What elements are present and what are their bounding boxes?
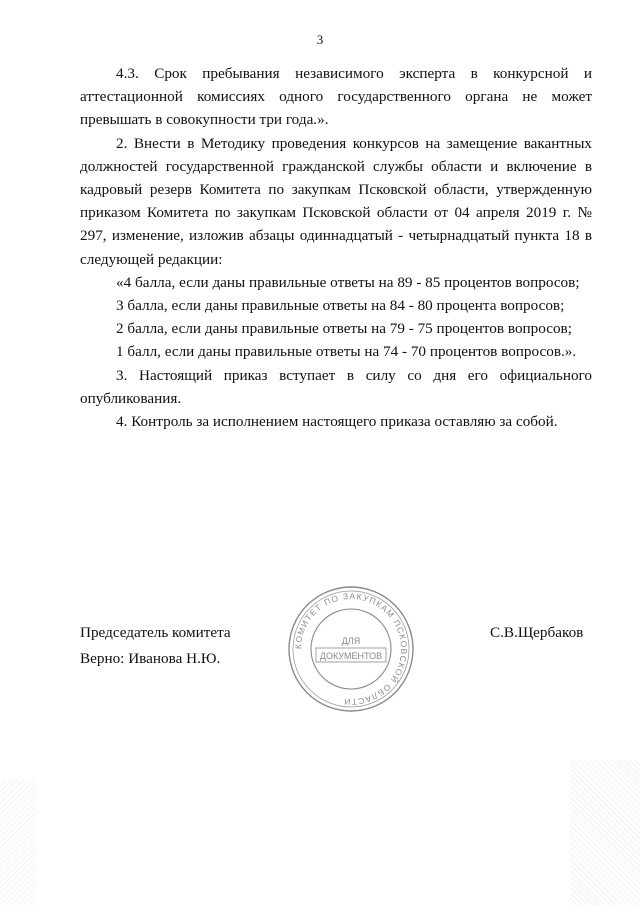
official-stamp bbox=[286, 584, 416, 714]
paragraph-2: 2. Внести в Методику проведения конкурсов на замещение вакантных должностей государственной гражданской службы области и включение в кадровый резерв Комитета по закупкам Псковской области, утвержденную приказом Комитета по закупкам Псковской области от 04 апреля 2019 г. № 297, изменение, изложив абзацы одиннадцатый - четырнадцатый пункта 18 в следующей редакции: bbox=[80, 134, 592, 268]
quote-4-points: «4 балла, если даны правильные ответы на 89 - 85 процентов вопросов; bbox=[116, 273, 580, 291]
scan-artifact-left bbox=[0, 780, 36, 905]
quote-2-points: 2 балла, если даны правильные ответы на 79 - 75 процентов вопросов; bbox=[116, 320, 572, 338]
certified-copy-note: Верно: Иванова Н.Ю. bbox=[80, 650, 221, 667]
quote-3-points: 3 балла, если даны правильные ответы на 84 - 80 процента вопросов; bbox=[116, 297, 565, 315]
svg-text:КОМИТЕТ ПО ЗАКУПКАМ ПСКОВСКОЙ bbox=[293, 591, 409, 707]
stamp-ring-text: КОМИТЕТ ПО ЗАКУПКАМ ПСКОВСКОЙ ОБЛАСТИ bbox=[292, 590, 410, 708]
paragraph-4: 4. Контроль за исполнением настоящего приказа оставляю за собой. bbox=[116, 413, 558, 431]
paragraph-4-3: 4.3. Срок пребывания независимого эксперта в конкурсной и аттестационной комиссиях одного государственного органа не может превышать в совокупности три года.». bbox=[80, 65, 592, 129]
paragraph-3: 3. Настоящий приказ вступает в силу со дня его официального опубликования. bbox=[80, 366, 592, 407]
stamp-center-line-2: ДОКУМЕНТОВ bbox=[319, 651, 383, 661]
document-body bbox=[80, 62, 592, 433]
stamp-center-line-1: ДЛЯ bbox=[341, 636, 361, 646]
signatory-name: С.В.Щербаков bbox=[490, 624, 584, 641]
quote-1-point: 1 балл, если даны правильные ответы на 74 - 70 процентов вопросов.». bbox=[116, 343, 577, 361]
signatory-position: Председатель комитета bbox=[80, 624, 231, 641]
page-number: 3 bbox=[316, 32, 324, 47]
scan-artifact-right bbox=[570, 760, 640, 905]
